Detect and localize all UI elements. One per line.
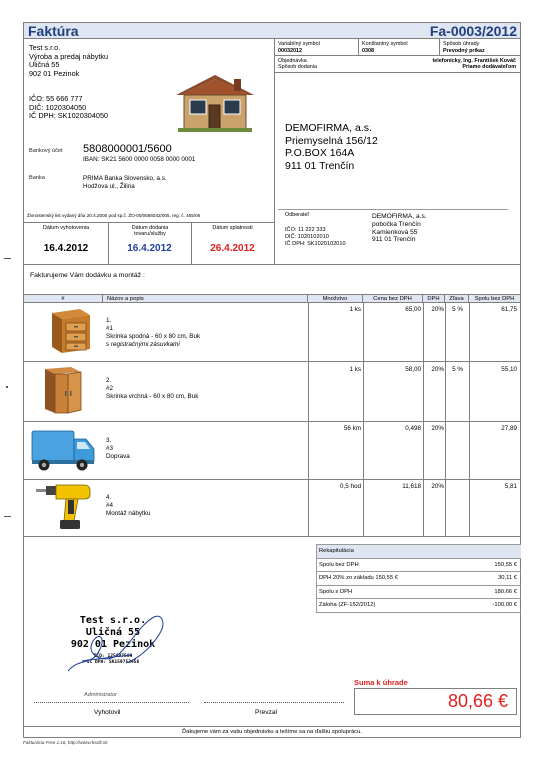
customer-ids: IČO: 11 222 333 DIČ: 1020102010 IČ DPH: SK1020102010 — [285, 227, 346, 247]
payment-method-label: Spôsob úhrady — [443, 41, 480, 47]
order-value: telefonicky, Ing. František Kováč — [432, 57, 516, 64]
customer-address: DEMOFIRMA, a.s. Priemyselná 156/12 P.O.BOX 164A 911 01 Trenčín — [285, 122, 378, 172]
company-stamp: Test s.r.o. Uličná 55 902 01 Pezinok IČO: 125897589 IČ DPH: SK159753456 — [70, 615, 156, 665]
drill-icon — [34, 483, 94, 531]
bank-account-label: Bankový účet — [29, 148, 63, 154]
footer-thanks: Ďakujeme vám za vašu objednávku a tešíme sa na ďalšiu spoluprácu. — [182, 729, 362, 735]
fold-mark-bottom — [4, 516, 11, 517]
col-header-total: Spolu bez DPH — [474, 296, 515, 302]
invoice-title: Faktúra — [28, 23, 79, 39]
recipient-label: Odberateľ — [285, 212, 310, 218]
due-date-label: Dátum splatnosti — [212, 225, 253, 231]
registration-note: Živnostenský list vydaný dňa 20.4.2000 pod sp.č. ŽO-00/0566042/005, reg. č. 455/06 — [27, 213, 201, 218]
supplier-ids: IČO: 55 666 777 DIČ: 1020304050 IČ DPH: SK1020304050 — [29, 94, 109, 121]
bank-name: PRIMA Banka Slovensko, a.s. Hodžova ul., Žilina — [83, 175, 167, 190]
list-item: 3. #3 Doprava — [106, 437, 130, 460]
invoice-number: Fa-0003/2012 — [429, 23, 517, 39]
amount-due-value: 80,66 € — [447, 691, 508, 711]
issue-date: 16.4.2012 — [43, 243, 89, 254]
col-header-vat: DPH — [423, 295, 445, 302]
invoice-page: Faktúra Fa-0003/2012 Test s.r.o. Výroba a predaj nábytku Uličná 55 902 01 Pezinok IČO: 55 666 777 DIČ: 1020304050 IČ DPH: SK1020304050 Bankový účet 5808000001/5600 IBAN: SK21 5600 0000 0058 0000 0001 Banka PRIMA Banka Slovensko, a.s. Hodžova ul., Žilina Živnostenský list vydaný dňa 20.4.2000 pod sp.č. ŽO-00/0566042/005, reg. č. 455/06 Dátum vyhotovenia Dátum dodania tovaru/služby Dátum splatnosti 16.4.2012 16.4.2012 26.4.2012 Variabilný symbol 00032012 Konštantný symbol 0308 Spôsob úhrady Prevodný príkaz Objednávka telefonicky, Ing. František Kováč Spôsob dodania Priamo dodávateľom DEMOFIRMA, a.s. Priemyselná 156/12 P.O.BOX 164A 911 01 Trenčín Odberateľ IČO: 11 222 333 DIČ: 1020102010 IČ DPH: SK1020102010 DEMOFIRMA, a.s. pobočka Trenčín Kamienková 55 911 01 Trenčín Fakturujeme Vám dodávku a montáž : # Názov a popis Množstvo Cena bez DPH DPH Zľava Spolu bez DPH 1. #1 Skrinka spodná - 60 x 80 cm, Buk s registračnými zásuvkami 1 ks 65,00 20% 5 % 61,75 2. #2 Skrinka vrchná - 60 x 80 cm, Buk 1 ks 58,00 20% 5 % 55,10 3. #3 Doprava 56 km 0,498 20% 27,89 4. #4 Montáž nábytku 0,5 hod 11,618 20% 5,81 Rekapitulácia Spolu bez DPH 150,55 € DPH 20% zo základu 150,55 € 30,11 € Spolu s DPH 180,66 € Záloha (ZF-152/2012) -100,00 € Test s.r.o. Uličná 55 902 01 Pezinok IČO: 125897589 IČ DPH: SK159753456 Administrator Vyhotovil Prevzal Suma k úhrade 80,66 € Ďakujeme vám za vašu objednávku a tešíme sa na ďalšiu spoluprácu. — [23, 22, 521, 738]
recap-table — [316, 544, 521, 613]
iban: IBAN: SK21 5600 0000 0058 0000 0001 — [83, 156, 196, 163]
supplier-address: Test s.r.o. Výroba a predaj nábytku Uličná 55 902 01 Pezinok — [29, 43, 109, 78]
delivery-date-label: Dátum dodania tovaru/služby — [131, 225, 169, 238]
col-header-discount: Zľava — [445, 295, 469, 302]
received-by-label: Prevzal — [255, 709, 277, 716]
amount-due-label: Suma k úhrade — [354, 678, 408, 687]
recipient-address: DEMOFIRMA, a.s. pobočka Trenčín Kamienková 55 911 01 Trenčín — [372, 213, 427, 244]
recap-row: DPH 20% zo základu 150,55 € 30,11 € — [317, 572, 521, 586]
software-credit: Fakturácia Free 1.16, http://www.rksoft.sk — [23, 740, 108, 745]
issued-by-label: Vyhotovil — [94, 709, 121, 716]
issuer-line — [34, 702, 189, 703]
cabinet-doors-icon — [41, 365, 85, 415]
receiver-line — [204, 702, 344, 703]
truck-icon — [30, 425, 96, 473]
title-bar — [24, 23, 520, 39]
col-header-index: # — [24, 295, 103, 302]
fold-mark-top — [4, 258, 11, 259]
cabinet-drawers-icon — [48, 307, 92, 355]
items-table-header — [24, 294, 520, 303]
payment-method: Prevodný príkaz — [443, 47, 485, 54]
bank-label: Banka — [29, 175, 45, 181]
shipping-label: Spôsob dodania — [278, 64, 317, 70]
house-logo-icon — [174, 73, 256, 133]
due-date: 26.4.2012 — [210, 243, 255, 254]
col-header-name: Názov a popis — [103, 295, 308, 302]
variable-symbol: 00032012 — [278, 47, 302, 54]
col-header-qty: Množstvo — [308, 295, 363, 302]
bank-account: 5808000001/5600 — [83, 143, 172, 155]
list-item: 4. #4 Montáž nábytku — [106, 494, 151, 517]
list-item: 1. #1 Skrinka spodná - 60 x 80 cm, Buk s registračnými zásuvkami — [106, 317, 201, 348]
signature-icon — [62, 609, 172, 679]
recap-title: Rekapitulácia — [317, 545, 521, 559]
recap-row: Spolu s DPH 180,66 € — [317, 586, 521, 600]
recap-row: Záloha (ZF-152/2012) -100,00 € — [317, 599, 521, 613]
issue-date-label: Dátum vyhotovenia — [42, 225, 90, 231]
list-item: 2. #2 Skrinka vrchná - 60 x 80 cm, Buk — [106, 377, 199, 400]
punch-mark — [6, 386, 8, 388]
recap-row: Spolu bez DPH 150,55 € — [317, 559, 521, 573]
variable-symbol-label: Variabilný symbol — [278, 41, 320, 47]
intro-text: Fakturujeme Vám dodávku a montáž : — [30, 272, 145, 279]
issuer-role: Administrator — [84, 692, 117, 698]
constant-symbol: 0308 — [362, 47, 374, 54]
constant-symbol-label: Konštantný symbol — [362, 41, 408, 47]
order-label: Objednávka — [278, 57, 307, 64]
delivery-date: 16.4.2012 — [127, 243, 172, 254]
col-header-price: Cena bez DPH — [363, 295, 423, 302]
amount-due-box — [354, 688, 517, 715]
shipping-value: Priamo dodávateľom — [462, 64, 516, 70]
